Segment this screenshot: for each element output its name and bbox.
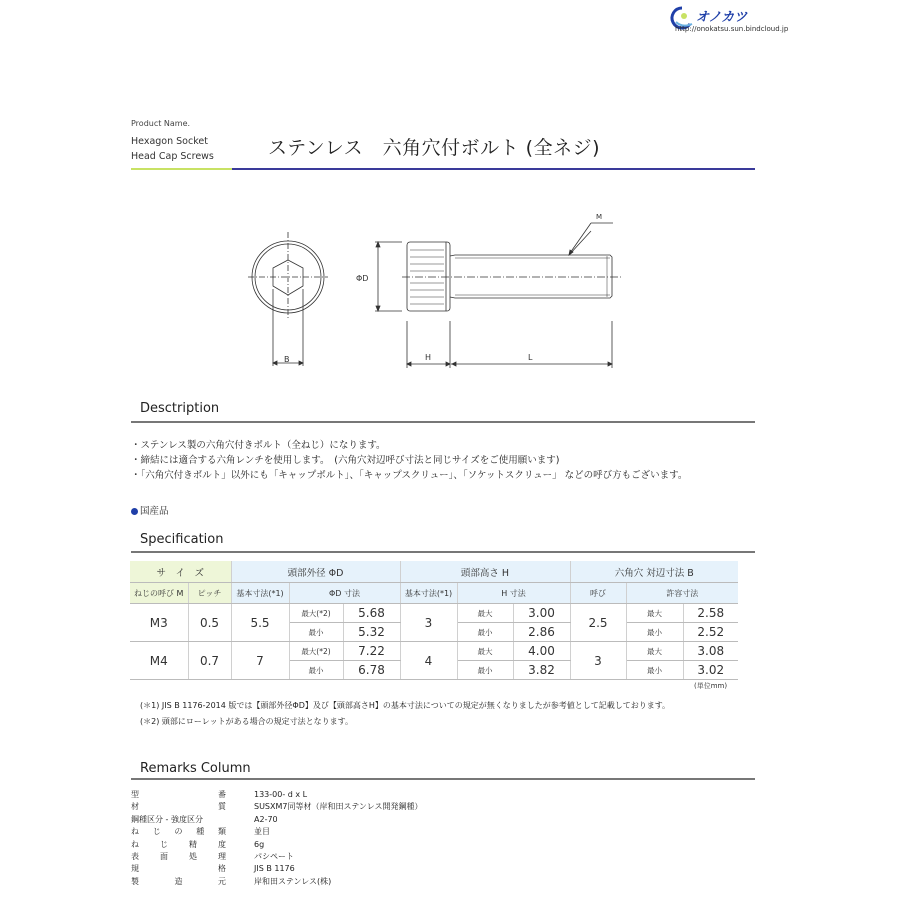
remarks-label-part: 型 bbox=[131, 790, 139, 799]
header-size: サ イ ズ bbox=[130, 561, 231, 583]
cell-pitch: 0.7 bbox=[188, 642, 231, 680]
cell-b-nominal: 3 bbox=[570, 642, 626, 680]
remarks-label-part: 類 bbox=[218, 827, 226, 837]
label-b: B bbox=[284, 355, 290, 364]
cell-b-max: 3.08 bbox=[683, 642, 738, 661]
remarks-label-part: 鋼種区分 - 強度区分 bbox=[131, 814, 203, 824]
remarks-label-part: じ bbox=[152, 827, 161, 837]
cell-d-max: 7.22 bbox=[343, 642, 400, 661]
remarks-row bbox=[131, 839, 422, 851]
remarks-label bbox=[131, 876, 236, 888]
remarks-divider bbox=[131, 778, 755, 780]
description-line: ・締結には適合する六角レンチを使用します。 (六角穴対辺呼び寸法と同じサイズをご使用願います) bbox=[131, 455, 560, 466]
cell-d-min-label: 最小 bbox=[289, 661, 343, 680]
header-d-dim: ΦD 寸法 bbox=[289, 583, 400, 604]
table-row bbox=[130, 642, 738, 661]
header-head-height: 頭部高さ H bbox=[400, 561, 570, 583]
cell-d-max: 5.68 bbox=[343, 604, 400, 623]
header-basic-h: 基本寸法(*1) bbox=[400, 583, 457, 604]
remarks-label bbox=[131, 801, 236, 813]
remarks-label-part: ね bbox=[131, 827, 139, 837]
remarks-label-part: 表 bbox=[131, 852, 139, 862]
header-nominal-b: 呼び bbox=[570, 583, 626, 604]
header-head-diameter: 頭部外径 ΦD bbox=[231, 561, 400, 583]
page-title: ステンレス 六角穴付ボルト (全ネジ) bbox=[268, 137, 600, 159]
remarks-value: パシペート bbox=[254, 852, 294, 862]
remarks-label-part: 面 bbox=[160, 852, 168, 862]
cell-h-max: 3.00 bbox=[513, 604, 570, 623]
label-h: H bbox=[425, 353, 432, 362]
specification-table bbox=[130, 561, 738, 680]
website-url[interactable]: http://onokatsu.sun.bindcloud.jp bbox=[675, 25, 789, 33]
cell-d-min: 5.32 bbox=[343, 623, 400, 642]
label-l: L bbox=[528, 353, 533, 362]
remarks-label-part: 番 bbox=[218, 790, 226, 799]
remarks-label bbox=[131, 839, 236, 851]
remarks-value: JIS B 1176 bbox=[254, 864, 295, 874]
remarks-label bbox=[131, 826, 236, 838]
remarks-label bbox=[131, 851, 236, 863]
cell-h-max-label: 最大 bbox=[457, 642, 513, 661]
remarks-label-part: の bbox=[174, 827, 183, 837]
header-basic-d: 基本寸法(*1) bbox=[231, 583, 289, 604]
remarks-label-part: 製 bbox=[131, 876, 139, 886]
remarks-value: SUSXM7同等材（岸和田ステンレス開発鋼種） bbox=[254, 802, 423, 812]
origin-note bbox=[131, 503, 169, 517]
remarks-label-part: 格 bbox=[218, 864, 226, 874]
cell-h-min: 3.82 bbox=[513, 661, 570, 680]
remarks-heading: Remarks Column bbox=[140, 761, 251, 776]
remarks-label bbox=[131, 863, 236, 875]
title-underline-blue bbox=[232, 168, 755, 170]
cell-b-max: 2.58 bbox=[683, 604, 738, 623]
remarks-value: 岸和田ステンレス(株) bbox=[254, 876, 332, 886]
unit-note: (単位mm) bbox=[694, 682, 728, 690]
remarks-label-part: 規 bbox=[131, 864, 139, 874]
footnote-2: (＊2) 頭部にローレットがある場合の規定寸法となります。 bbox=[140, 717, 353, 726]
footnote-1: (＊1) JIS B 1176-2014 版では【頭部外径ΦD】及び【頭部高さH】の基本寸法についての規定が無くなりましたが参考値として記載しております。 bbox=[140, 701, 671, 710]
remarks-value: 6g bbox=[254, 839, 265, 849]
logo-text: オノカツ bbox=[696, 10, 748, 25]
cell-d-max-label: 最大(*2) bbox=[289, 642, 343, 661]
cell-h-max: 4.00 bbox=[513, 642, 570, 661]
cell-h-basic: 4 bbox=[400, 642, 457, 680]
remarks-label-part: ね bbox=[131, 839, 139, 849]
remarks-row bbox=[131, 826, 422, 838]
description-line: ・「六角穴付きボルト」以外にも「キャップボルト」、「キャップスクリュー」、「ソケットスクリュー」 などの呼び方もございます。 bbox=[131, 470, 688, 481]
cell-h-basic: 3 bbox=[400, 604, 457, 642]
cell-pitch: 0.5 bbox=[188, 604, 231, 642]
cell-d-basic: 7 bbox=[231, 642, 289, 680]
description-list bbox=[131, 438, 687, 483]
header-tolerance-b: 許容寸法 bbox=[626, 583, 738, 604]
label-m: M bbox=[596, 213, 603, 221]
cell-b-max-label: 最大 bbox=[626, 604, 683, 623]
cell-b-max-label: 最大 bbox=[626, 642, 683, 661]
cell-b-min: 2.52 bbox=[683, 623, 738, 642]
cell-h-min-label: 最小 bbox=[457, 661, 513, 680]
bullet-dot-icon bbox=[131, 508, 138, 515]
product-name-en-line2: Head Cap Screws bbox=[131, 151, 214, 162]
product-name-label: Product Name. bbox=[131, 119, 191, 128]
remarks-value: 並目 bbox=[254, 827, 270, 837]
cell-h-max-label: 最大 bbox=[457, 604, 513, 623]
cell-h-min-label: 最小 bbox=[457, 623, 513, 642]
description-heading: Desctription bbox=[140, 401, 220, 416]
remarks-label-part: 精 bbox=[189, 839, 197, 849]
remarks-label-part: 元 bbox=[218, 876, 226, 886]
header-hex-socket: 六角穴 対辺寸法 B bbox=[570, 561, 738, 583]
remarks-row bbox=[131, 863, 422, 875]
cell-b-nominal: 2.5 bbox=[570, 604, 626, 642]
origin-text: 国産品 bbox=[140, 506, 169, 517]
cell-b-min-label: 最小 bbox=[626, 661, 683, 680]
cell-d-max-label: 最大(*2) bbox=[289, 604, 343, 623]
cell-b-min: 3.02 bbox=[683, 661, 738, 680]
remarks-row bbox=[131, 876, 422, 888]
cell-d-min-label: 最小 bbox=[289, 623, 343, 642]
remarks-row bbox=[131, 814, 422, 826]
remarks-row bbox=[131, 789, 422, 801]
cell-d-min: 6.78 bbox=[343, 661, 400, 680]
label-phi-d: ΦD bbox=[356, 274, 369, 283]
cell-h-min: 2.86 bbox=[513, 623, 570, 642]
remarks-list bbox=[131, 789, 422, 888]
remarks-label-part: 理 bbox=[218, 852, 226, 862]
footnotes bbox=[140, 698, 670, 730]
product-name-en bbox=[131, 134, 214, 164]
bolt-side-view bbox=[356, 213, 622, 368]
remarks-label-part: 材 bbox=[131, 802, 139, 812]
header-pitch: ピッチ bbox=[188, 583, 231, 604]
remarks-label-part: 度 bbox=[218, 839, 226, 849]
remarks-row bbox=[131, 801, 422, 813]
cell-thread: M3 bbox=[130, 604, 188, 642]
specification-heading: Specification bbox=[140, 532, 224, 547]
bolt-technical-drawing bbox=[230, 200, 630, 380]
header-h-dim: H 寸法 bbox=[457, 583, 570, 604]
remarks-label-part: 質 bbox=[218, 802, 226, 812]
remarks-label-part: 造 bbox=[174, 876, 183, 886]
title-underline-green bbox=[131, 168, 232, 170]
remarks-label bbox=[131, 814, 236, 826]
remarks-label-part: じ bbox=[160, 839, 168, 849]
remarks-row bbox=[131, 851, 422, 863]
remarks-label-part: 処 bbox=[189, 852, 197, 862]
description-divider bbox=[131, 421, 755, 423]
cell-b-min-label: 最小 bbox=[626, 623, 683, 642]
remarks-label bbox=[131, 789, 236, 801]
remarks-value: A2-70 bbox=[254, 814, 278, 824]
table-sub-header-row bbox=[130, 583, 738, 604]
description-line: ・ステンレス製の六角穴付きボルト（全ねじ）になります。 bbox=[131, 440, 386, 451]
cell-d-basic: 5.5 bbox=[231, 604, 289, 642]
specification-divider bbox=[131, 551, 755, 553]
product-name-en-line1: Hexagon Socket bbox=[131, 136, 208, 147]
bolt-end-view bbox=[248, 232, 328, 366]
table-row bbox=[130, 604, 738, 623]
table-group-header-row bbox=[130, 561, 738, 583]
header-thread: ねじの呼び M bbox=[130, 583, 188, 604]
remarks-label-part: 種 bbox=[196, 827, 205, 837]
remarks-value: 133-00- d x L bbox=[254, 790, 308, 799]
cell-thread: M4 bbox=[130, 642, 188, 680]
